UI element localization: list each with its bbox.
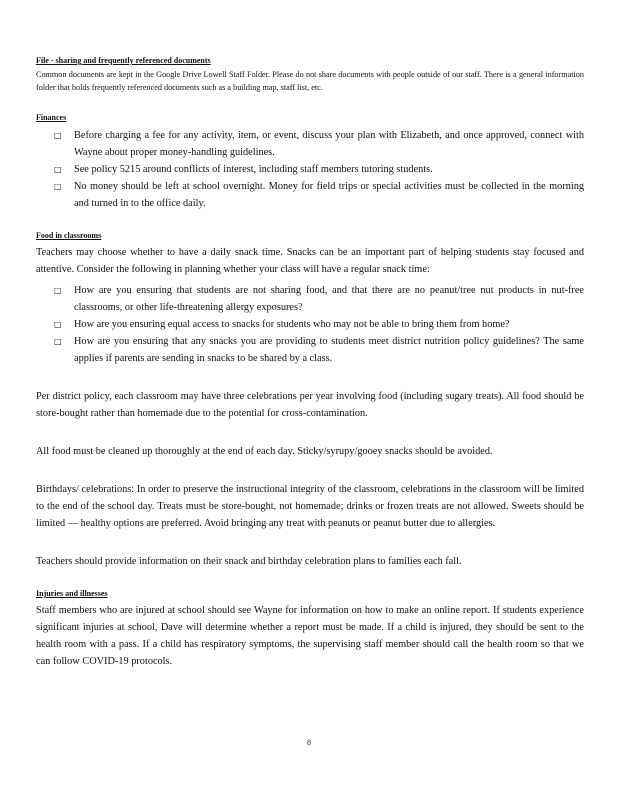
celebrations-policy-paragraph: Per district policy, each classroom may have three celebrations per year involving food (including sugary treats). All food should be store-bought rather than homemade due to the potential for cross-contamination.: [36, 391, 584, 419]
list-item: [36, 282, 584, 316]
checkbox-bullet-icon: □: [54, 320, 62, 329]
list-item-text: Before charging a fee for any activity, item, or event, discuss your plan with Elizabeth, and once approved, connect with Wayne about proper money-handling guidelines.: [74, 130, 584, 158]
checkbox-bullet-icon: □: [54, 286, 62, 295]
list-item: [36, 333, 584, 367]
food-questions-list: [36, 282, 584, 367]
list-item-text: No money should be left at school overnight. Money for field trips or special activities must be collected in the morning and turned in to the office daily.: [74, 181, 584, 209]
list-item-text: How are you ensuring that students are not sharing food, and that there are no peanut/tree nut products in nut-free classrooms, or other life-threatening allergy exposures?: [74, 285, 584, 313]
finances-list: [36, 127, 584, 212]
list-item: [36, 161, 584, 178]
section-heading-food: Food in classrooms: [36, 231, 102, 240]
file-sharing-paragraph: Common documents are kept in the Google Drive Lowell Staff Folder. Please do not share documents with people outside of our staff. There is a general information folder that holds frequently referenced documents such as a building map, staff list, etc.: [36, 70, 584, 92]
checkbox-bullet-icon: □: [54, 131, 62, 140]
section-heading-finances: Finances: [36, 113, 67, 122]
page-number: 8: [307, 738, 311, 747]
families-info-paragraph: Teachers should provide information on their snack and birthday celebration plans to families each fall.: [36, 556, 462, 567]
food-intro-paragraph: Teachers may choose whether to have a daily snack time. Snacks can be an important part of helping students stay focused and attentive. Consider the following in planning whether your class will have a regular snack time:: [36, 247, 584, 275]
list-item-text: See policy 5215 around conflicts of interest, including staff members tutoring students.: [74, 164, 433, 175]
section-heading-injuries: Injuries and illnesses: [36, 589, 108, 598]
birthdays-paragraph: Birthdays/ celebrations: In order to preserve the instructional integrity of the classroom, celebrations in the classroom will be limited to the end of the school day. Treats must be store-bought, not homemade; drinks or frozen treats are not allowed. Sweets should be limited — healthy options are preferred. Avoid bringing any treat with peanuts or peanut butter due to allergies.: [36, 484, 584, 529]
section-heading-file-sharing: File - sharing and frequently referenced documents: [36, 56, 211, 65]
list-item: [36, 178, 584, 212]
list-item: [36, 127, 584, 161]
list-item: [36, 316, 584, 333]
injuries-paragraph: Staff members who are injured at school should see Wayne for information on how to make an online report. If students experience significant injuries at school, Dave will determine whether a report must be made. If a child is injured, they should be sent to the health room with a pass. If a child has respiratory symptoms, the supervising staff member should call the health room so that we can follow COVID-19 protocols.: [36, 605, 584, 667]
list-item-text: How are you ensuring equal access to snacks for students who may not be able to bring them from home?: [74, 319, 510, 330]
checkbox-bullet-icon: □: [54, 165, 62, 174]
checkbox-bullet-icon: □: [54, 182, 62, 191]
list-item-text: How are you ensuring that any snacks you are providing to students meet district nutrition policy guidelines? The same applies if parents are sending in snacks to be shared by a class.: [74, 336, 584, 364]
document-page: [36, 55, 584, 670]
checkbox-bullet-icon: □: [54, 337, 62, 346]
cleanup-paragraph: All food must be cleaned up thoroughly at the end of each day. Sticky/syrupy/gooey snacks should be avoided.: [36, 446, 493, 457]
